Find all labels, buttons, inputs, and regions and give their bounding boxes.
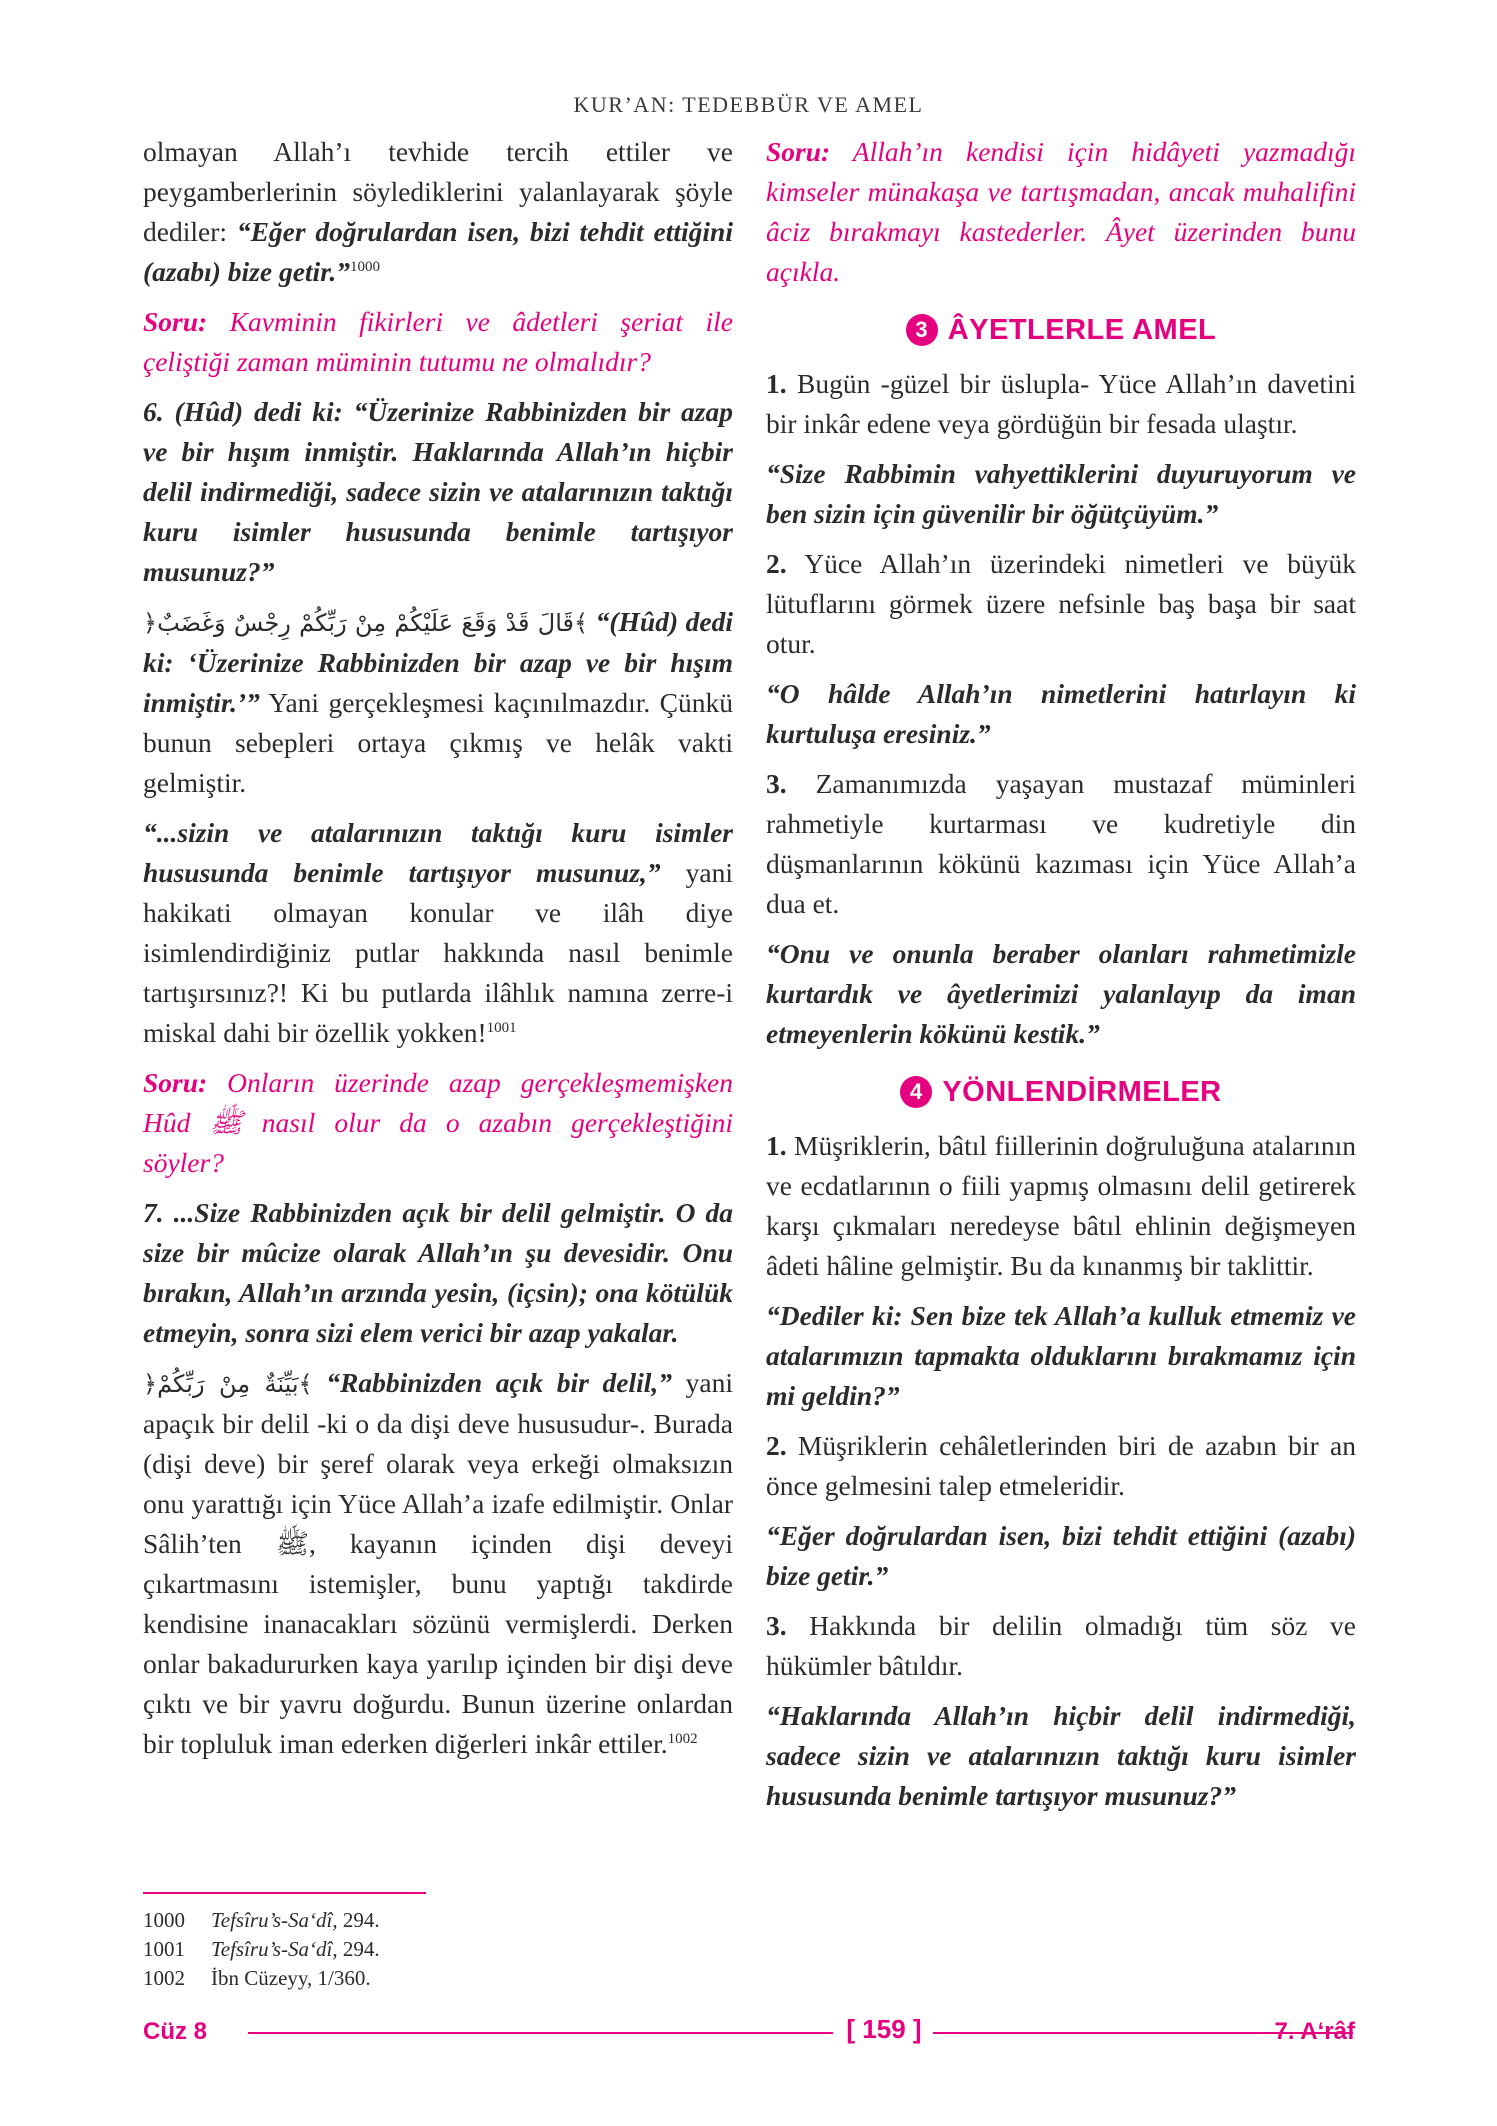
- list-item: 3. Hakkında bir delilin olmadığı tüm söz ve hükümler bâtıldır.: [766, 1610, 1356, 1681]
- list-item: 1. Bugün -güzel bir üslupla- Yüce Allah’ın davetini bir inkâr edene veya gördüğün bir fesada ulaştır.: [766, 368, 1356, 439]
- verse-6: 6. (Hûd) dedi ki: “Üzerinize Rabbinizden bir azap ve bir hışım inmiştir. Haklarında Allah’ın hiçbir delil indirmediği, sadece sizin ve atalarınızın taktığı kuru isimler hususunda benimle tartışıyor musunuz?”: [143, 396, 733, 587]
- section-number-badge: 3: [906, 314, 938, 346]
- page-number: [ 159 ]: [846, 2014, 922, 2044]
- section-heading-yonlendirmeler: 4 YÖNLENDİRMELER: [766, 1072, 1356, 1112]
- question: Soru: Allah’ın kendisi için hidâyeti yazmadığı kimseler münakaşa ve tartışmadan, ancak muhalifini âciz bırakmayı kastederler. Âyet üzerinden bunu açıkla.: [766, 136, 1356, 287]
- list-item: 2. Müşriklerin cehâletlerinden biri de azabın bir an önce gelmesini talep etmeleridir.: [766, 1430, 1356, 1501]
- verse-7: 7. ...Size Rabbinizden açık bir delil gelmiştir. O da size bir mûcize olarak Allah’ın şu devesidir. Onu bırakın, Allah’ın arzında yesin, (içsin); ona kötülük etmeyin, sonra sizi elem verici bir azap yakalar.: [143, 1197, 733, 1348]
- running-header: KUR’AN: TEDEBBÜR VE AMEL: [573, 92, 924, 117]
- footnote: 1001 Tefsîru’s-Sa‘dî, 294.: [143, 1937, 380, 1961]
- footnote-ref[interactable]: 1002: [667, 1730, 698, 1747]
- footnote-ref[interactable]: 1000: [350, 258, 381, 275]
- paragraph: olmayan Allah’ı tevhide tercih ettiler ve peygamberlerinin söylediklerini yalanlayarak şöyle dediler: “Eğer doğrulardan isen, bizi tehdit ettiğini (azabı) bize getir.”$^{1000}$: [143, 136, 733, 287]
- surah-label: 7. A‘râf: [1274, 2018, 1355, 2045]
- quote: “Dediler ki: Sen bize tek Allah’a kulluk etmemiz ve atalarımızın tapmakta olduklarını bırakmamız için mi geldin?”: [766, 1300, 1356, 1411]
- quote: “Eğer doğrulardan isen, bizi tehdit ettiğini (azabı) bize getir.”: [766, 1520, 1356, 1591]
- question: Soru: Onların üzerinde azap gerçekleşmemişken Hûd ﷺ nasıl olur da o azabın gerçekleştiğini söyler?: [143, 1067, 733, 1178]
- quote: “O hâlde Allah’ın nimetlerini hatırlayın ki kurtuluşa eresiniz.”: [766, 678, 1356, 749]
- juz-label: Cüz 8: [143, 2018, 208, 2045]
- footnote-ref[interactable]: 1001: [486, 1019, 517, 1036]
- arabic-text: ﴿بَيِّنَةٌ مِنْ رَبِّكُمْ﴾: [143, 1370, 313, 1398]
- footer-rule: [248, 2032, 833, 2034]
- page-footer: [143, 2010, 1355, 2050]
- paragraph: ﴿بَيِّنَةٌ مِنْ رَبِّكُمْ﴾ “Rabbinizden açık bir delil,” yani apaçık bir delil -ki o da dişi deve hususudur-. Burada (dişi deve) bir şeref olarak veya erkeği olmaksızın onu yarattığı için Yüce Allah’a izafe edilmiştir. Onlar Sâlih’ten ﷺ, kayanın içinden dişi deveyi çıkartmasını istemişler, bunu yaptığı takdirde kendisine inanacakları sözünü vermişlerdi. Derken onlar bakadururken kaya yarılıp içinden bir dişi deve çıktı ve bir yavru doğurdu. Bunun üzerine onlardan bir topluluk iman ederken diğerleri inkâr ettiler.$^{1002}$: [143, 1367, 734, 1759]
- section-number-badge: 4: [900, 1076, 932, 1108]
- quote: “Haklarında Allah’ın hiçbir delil indirmediği, sadece sizin ve atalarınızın taktığı kuru isimler hususunda benimle tartışıyor musunuz?”: [766, 1700, 1356, 1811]
- footnote: 1002 İbn Cüzeyy, 1/360.: [143, 1966, 371, 1990]
- footnotes: [143, 1906, 380, 1993]
- section-heading-ayetlerle-amel: 3 ÂYETLERLE AMEL: [766, 310, 1356, 350]
- quote: “Onu ve onunla beraber olanları rahmetimizle kurtardık ve âyetlerimizi yalanlayıp da iman etmeyenlerin kökünü kestik.”: [766, 938, 1356, 1049]
- list-item: 3. Zamanımızda yaşayan mustazaf müminleri rahmetiyle kurtarması ve kudretiyle din düşmanlarının kökünü kazıması için Yüce Allah’a dua et.: [766, 768, 1356, 919]
- left-column: [143, 132, 733, 1774]
- quote: “Size Rabbimin vahyettiklerini duyuruyorum ve ben sizin için güvenilir bir öğütçüyüm.”: [766, 458, 1356, 529]
- arabic-text: ﴿قَالَ قَدْ وَقَعَ عَلَيْكُمْ مِنْ رَبِّكُمْ رِجْسٌ وَغَضَبٌ﴾: [143, 609, 589, 637]
- list-item: 2. Yüce Allah’ın üzerindeki nimetleri ve büyük lütuflarını görmek üzere nefsinle baş başa bir saat otur.: [766, 548, 1356, 659]
- question: Soru: Kavminin fikirleri ve âdetleri şeriat ile çeliştiği zaman müminin tutumu ne olmalıdır?: [143, 306, 733, 377]
- footnote-divider: [143, 1892, 426, 1894]
- paragraph: ﴿قَالَ قَدْ وَقَعَ عَلَيْكُمْ مِنْ رَبِّكُمْ رِجْسٌ وَغَضَبٌ﴾ “(Hûd) dedi ki: ‘Üzerinize Rabbinizden bir azap ve bir hışım inmiştir.’” Yani gerçekleşmesi kaçınılmazdır. Çünkü bunun sebepleri ortaya çıkmış ve helâk vakti gelmiştir.: [143, 606, 733, 798]
- right-column: [766, 132, 1356, 1826]
- paragraph: “...sizin ve atalarınızın taktığı kuru isimler hususunda benimle tartışıyor musunuz,” yani hakikati olmayan konular ve ilâh diye isimlendirdiğiniz putlar hakkında nasıl benimle tartışırsınız?! Ki bu putlarda ilâhlık namına zerre-i miskal dahi bir özellik yokken!$^{1001}$: [143, 817, 733, 1048]
- list-item: 1. Müşriklerin, bâtıl fiillerinin doğruluğuna atalarının ve ecdatlarının o fiili yapmış olmasını delil getirerek karşı çıkmaları neredeyse bâtıl ehlinin değişmeyen âdeti hâline gelmiştir. Bu da kınanmış bir taklittir.: [766, 1130, 1356, 1281]
- footnote: 1000 Tefsîru’s-Sa‘dî, 294.: [143, 1908, 380, 1932]
